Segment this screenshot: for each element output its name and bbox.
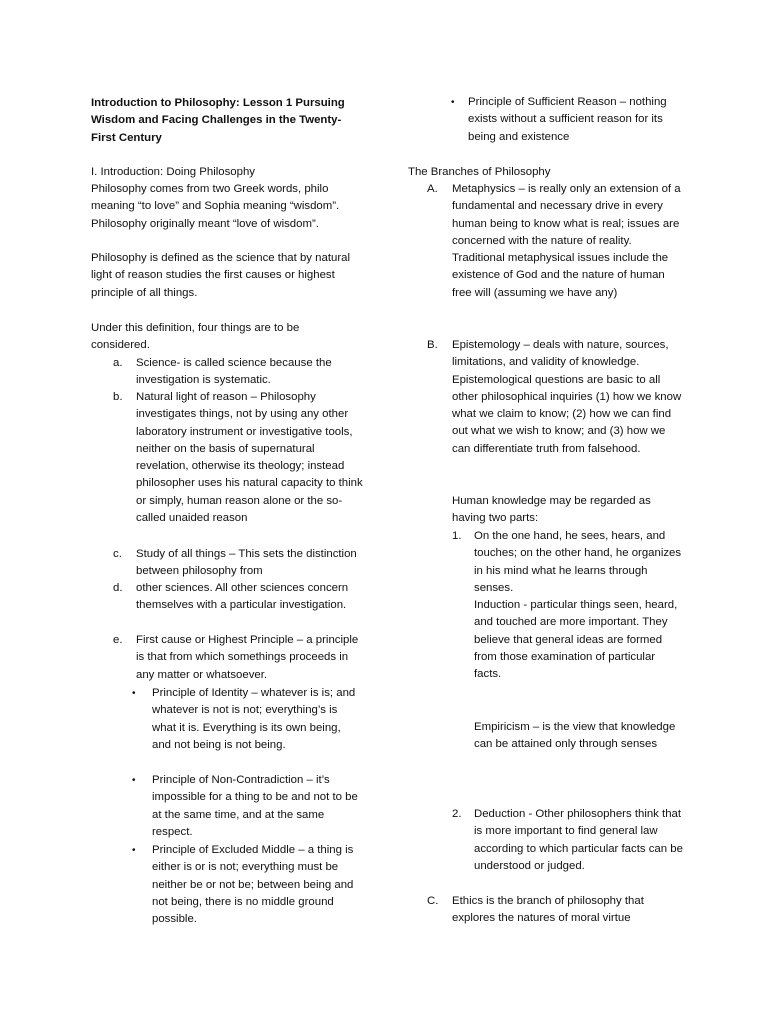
branches-heading: The Branches of Philosophy bbox=[408, 166, 551, 178]
induction-paragraph: Induction - particular things seen, heard, and touched are more important. They believe that general ideas are formed from those examination of particular facts. bbox=[474, 599, 678, 681]
branch-marker: B. bbox=[427, 339, 438, 351]
bullet-icon: • bbox=[451, 97, 455, 108]
list-item-text: other sciences. All other sciences concern themselves with a particular investigation. bbox=[136, 582, 349, 612]
list-marker: d. bbox=[113, 582, 123, 594]
bullet-icon: • bbox=[132, 688, 136, 699]
document-title: Introduction to Philosophy: Lesson 1 Pursuing Wisdom and Facing Challenges in the Twenty-First Century bbox=[91, 97, 345, 144]
bullet-icon: • bbox=[132, 775, 136, 786]
list-marker: e. bbox=[113, 634, 123, 646]
principle-text: Principle of Sufficient Reason – nothing exists without a sufficient reason for its being and existence bbox=[468, 96, 667, 143]
list-marker: b. bbox=[113, 391, 123, 403]
list-marker: 1. bbox=[452, 530, 462, 542]
list-marker: a. bbox=[113, 357, 123, 369]
list-item-text: Deduction - Other philosophers think that is more important to find general law according to which particular facts can be understood or judged. bbox=[474, 808, 683, 872]
principle-text: Principle of Non-Contradiction – it’s impossible for a thing to be and not to be at the same time, and at the same respect. bbox=[152, 774, 358, 838]
principle-text: Principle of Identity – whatever is is; and whatever is not is not; everything’s is what it is. Everything is its own being, and not being is not being. bbox=[152, 687, 356, 751]
list-marker: c. bbox=[113, 548, 122, 560]
knowledge-intro: Human knowledge may be regarded as having two parts: bbox=[452, 495, 651, 525]
four-things-paragraph: Under this definition, four things are to be considered. bbox=[91, 322, 300, 352]
definition-paragraph: Philosophy is defined as the science that by natural light of reason studies the first causes or highest principle of all things. bbox=[91, 252, 350, 299]
intro-paragraph: Philosophy comes from two Greek words, philo meaning “to love” and Sophia meaning “wisdom”. Philosophy originally meant “love of wisdom”. bbox=[91, 183, 340, 230]
branch-text: Ethics is the branch of philosophy that explores the natures of moral virtue bbox=[452, 895, 644, 925]
branch-marker: A. bbox=[427, 183, 438, 195]
list-item-text: Study of all things – This sets the distinction between philosophy from bbox=[136, 548, 357, 578]
empiricism-paragraph: Empiricism – is the view that knowledge can be attained only through senses bbox=[474, 721, 676, 751]
principle-text: Principle of Excluded Middle – a thing is either is or is not; everything must be neither be or not be; between being and not being, there is no middle ground possible. bbox=[152, 844, 354, 926]
list-item-text: First cause or Highest Principle – a principle is that from which somethings proceeds in any matter or whatsoever. bbox=[136, 634, 359, 681]
branch-text: Metaphysics – is really only an extension of a fundamental and necessary drive in every human being to know what is real; issues are concerned with the nature of reality. Traditional metaphysical issues include the existence of God and the nature of human free will (assuming we have any) bbox=[452, 183, 681, 299]
bullet-icon: • bbox=[132, 845, 136, 856]
list-item-text: Natural light of reason – Philosophy investigates things, not by using any other laboratory instrument or investigative tools, neither on the basis of supernatural revelation, otherwise its theology; instead philosopher uses his natural capacity to think or simply, human reason alone or the so-called unaided reason bbox=[136, 391, 363, 525]
list-marker: 2. bbox=[452, 808, 462, 820]
branch-marker: C. bbox=[427, 895, 439, 907]
branch-text: Epistemology – deals with nature, sources, limitations, and validity of knowledge. Epistemological questions are basic to all other philosophical inquiries (1) how we know what we claim to know; (2) how we can find out what we wish to know; and (3) how we can differentiate truth from falsehood. bbox=[452, 339, 682, 455]
list-item-text: On the one hand, he sees, hears, and touches; on the other hand, he organizes in his mind what he learns through senses. bbox=[474, 530, 682, 594]
intro-heading: I. Introduction: Doing Philosophy bbox=[91, 166, 255, 178]
list-item-text: Science- is called science because the investigation is systematic. bbox=[136, 357, 332, 387]
